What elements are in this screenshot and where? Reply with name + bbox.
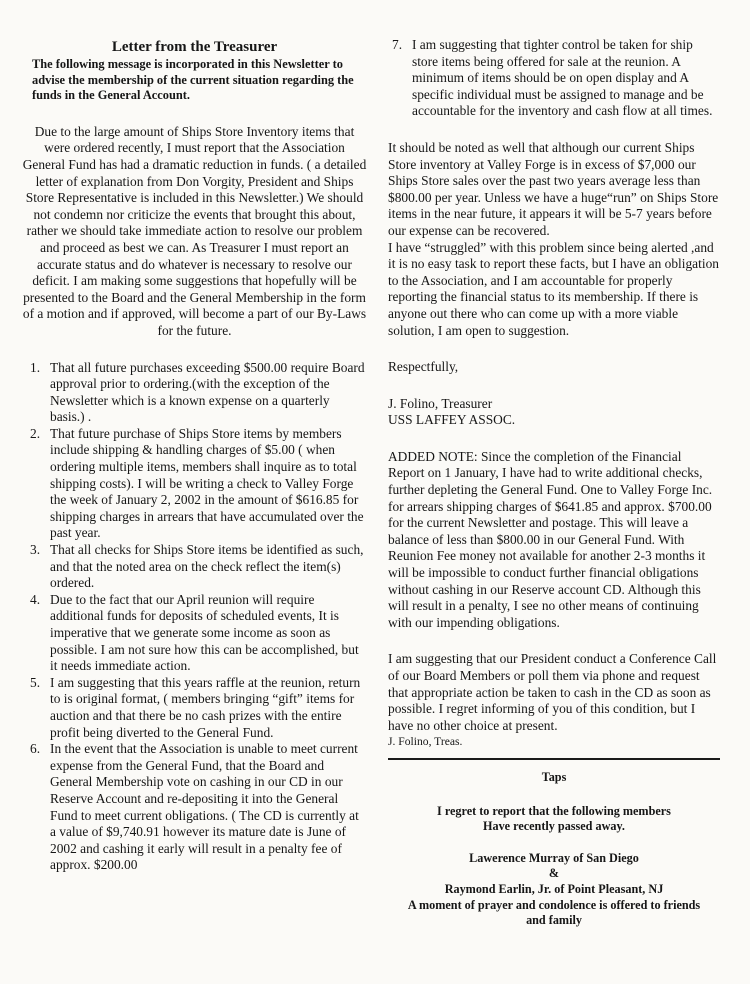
list-text: Due to the fact that our April reunion will require additional funds for deposits of scheduled events, It is imperative that we generate some income as soon as possible. I am not sure how this can be accomplished, but it needs immediate action. — [50, 591, 359, 674]
taps-line: A moment of prayer and condolence is offered to friends — [407, 897, 701, 912]
taps-name: Raymond Earlin, Jr. of Point Pleasant, NJ — [444, 881, 664, 896]
signature-org: USS LAFFEY ASSOC. — [388, 412, 516, 428]
inventory-paragraph: It should be noted as well that although our current Ships Store inventory at Valley Forge is in excess of $7,000 our Ships Store sales over the past two years average less than $800.00 per year. Unless we have a huge“run” on Ships Store items in the near future, it appears it will be 5-7 years before our expense can be recovered. — [388, 139, 719, 238]
list-text: I am suggesting that this years raffle at the reunion, return to is original format, ( members bringing “gift” items for auction and that there be no cash prizes with the entire profit being diverted to the General Fund. — [50, 674, 361, 740]
list-text: That future purchase of Ships Store items by members include shipping & handling charges of $5.00 ( when ordering multiple items, members shall inquire as to total shipping costs). I will be writing a check to Valley Forge the week of January 2, 2002 in the amount of $616.85 for shipping charges in arrears that have accumulated over the past year. — [50, 425, 364, 541]
taps-section — [388, 770, 720, 929]
signature-short: J. Folino, Treas. — [388, 735, 463, 749]
list-item — [22, 675, 367, 741]
list-number: 7. — [392, 37, 403, 52]
taps-line: and family — [526, 913, 582, 928]
conference-suggestion: I am suggesting that our President conduct a Conference Call of our Board Members or poll them via phone and request that appropriate action be taken to cash in the CD as soon as possible. I regret informing of you of this condition, but I have no other choice at present. — [388, 651, 717, 733]
letter-body: Due to the large amount of Ships Store Inventory items that were ordered recently, I must report that the Association General Fund has had a dramatic reduction in funds. ( a detailed letter of explanation from Don Vorgity, President and Ships Store Representative is included in this Newsletter.) We should not condemn nor criticize the events that brought this about, rather we should take immediate action to resolve our problem and proceed as best we can. As Treasurer I must report an accurate status and do whatever is necessary to resolve our deficit. I am making some suggestions that hopefully will be presented to the Board and the General Membership in the form of a motion and if approved, will become a part of our By-Laws for the future. — [22, 123, 367, 338]
list-number: 6. — [30, 741, 41, 757]
list-text: I am suggesting that tighter control be taken for ship store items being offered for sale at the reunion. A minimum of items should be on open display and A specific individual must be assigned to manage and be accountable for the inventory and cash flow at all times. — [412, 37, 713, 119]
list-item — [388, 37, 720, 120]
list-number: 4. — [30, 591, 41, 607]
suggestion-list — [22, 360, 367, 874]
list-number: 1. — [30, 359, 41, 375]
taps-line: I regret to report that the following members — [437, 803, 671, 818]
list-item — [22, 426, 367, 542]
left-column — [22, 0, 367, 874]
taps-ampersand: & — [548, 866, 560, 881]
added-note: ADDED NOTE: Since the completion of the Financial Report on 1 January, I have had to write additional checks, further depleting the General Fund. One to Valley Forge Inc. for arrears shipping charges of $641.85 and approx. $700.00 for the current Newsletter and postage. This will leave a balance of less than $800.00 in our General Fund. With Reunion Fee money not available for another 2-3 months it will be impossible to conduct further financial obligations without cashing in our Reserve account CD. Although this will result in a penalty, I see no other means of continuing with our impending obligations. — [388, 448, 713, 630]
struggle-paragraph: I have “struggled” with this problem since being alerted ,and it is no easy task to report these facts, but I have an obligation to the Association, and I am accountable for properly reporting the financial status to its membership. If there is anyone out there who can come up with a more viable solution, I am open to suggestion. — [388, 239, 719, 338]
list-number: 2. — [30, 425, 41, 441]
divider — [388, 758, 720, 760]
list-item — [22, 592, 367, 675]
list-item — [22, 741, 367, 874]
list-item — [22, 542, 367, 592]
list-text: That all checks for Ships Store items be identified as such, and that the noted area on the check reflect the item(s) ordered. — [50, 542, 364, 591]
right-column — [388, 0, 720, 929]
list-text: That all future purchases exceeding $500.00 require Board approval prior to ordering.(with the exception of the Newsletter which is a known expense on a quarterly basis.) . — [50, 359, 365, 425]
list-number: 3. — [30, 542, 41, 558]
list-item — [22, 360, 367, 426]
taps-line: Have recently passed away. — [483, 819, 625, 834]
closing: Respectfully, — [388, 359, 459, 375]
letter-title: Letter from the Treasurer — [111, 39, 278, 55]
list-text: In the event that the Association is unable to meet current expense from the General Fund, that the Board and General Membership vote on cashing in our CD in our Reserve Account and re-depositing it into the General Fund to meet current obligations. ( The CD is currently at a value of $9,740.91 however its mature date is June of 2002 and cashing it early will result in a penalty fee of approx. $200.00 — [50, 741, 359, 873]
taps-name: Lawerence Murray of San Diego — [469, 850, 639, 865]
signature-name: J. Folino, Treasurer — [388, 395, 493, 411]
letter-intro: The following message is incorporated in this Newsletter to advise the membership of the current situation regarding the funds in the General Account. — [32, 57, 354, 103]
taps-title: Taps — [541, 769, 567, 784]
list-number: 5. — [30, 674, 41, 690]
